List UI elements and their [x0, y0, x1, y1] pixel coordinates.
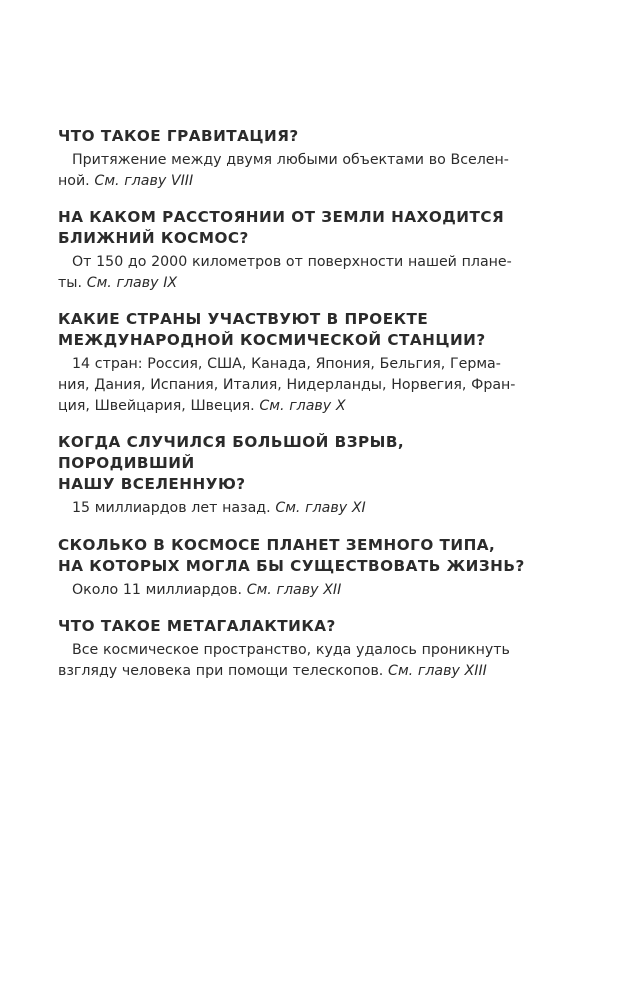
question-heading: СКОЛЬКО В КОСМОСЕ ПЛАНЕТ ЗЕМНОГО ТИПА, НА КОТОРЫХ МОГЛА БЫ СУЩЕСТВОВАТЬ ЖИЗНЬ?: [58, 535, 525, 575]
chapter-reference: См. главу XIII: [388, 662, 487, 679]
answer-text: [58, 498, 534, 519]
answer-body: Около 11 миллиардов.: [72, 581, 242, 598]
answer-body: Все космическое пространство, куда удалось проникнуть взгляду человека при помощи телескопов.: [58, 642, 510, 679]
question-heading: КОГДА СЛУЧИЛСЯ БОЛЬШОЙ ВЗРЫВ, ПОРОДИВШИЙ НАШУ ВСЕЛЕННУЮ?: [58, 433, 405, 494]
question-heading: КАКИЕ СТРАНЫ УЧАСТВУЮТ В ПРОЕКТЕ МЕЖДУНАРОДНОЙ КОСМИЧЕСКОЙ СТАНЦИИ?: [58, 310, 486, 350]
chapter-reference: См. главу X: [259, 397, 346, 414]
question-heading: НА КАКОМ РАССТОЯНИИ ОТ ЗЕМЛИ НАХОДИТСЯ БЛИЖНИЙ КОСМОС?: [58, 208, 505, 248]
answer-body: Притяжение между двумя любыми объектами во Вселен- ной.: [58, 152, 509, 189]
qa-item-big-bang: [58, 432, 534, 519]
question-heading: ЧТО ТАКОЕ МЕТАГАЛАКТИКА?: [58, 617, 336, 636]
qa-item-metagalaxy: [58, 616, 534, 681]
answer-text: [58, 252, 534, 293]
qa-item-earthlike-planets: [58, 535, 534, 601]
chapter-reference: См. главу VIII: [94, 172, 194, 189]
chapter-reference: См. главу XI: [275, 500, 366, 517]
answer-body: 14 стран: Россия, США, Канада, Япония, Бельгия, Герма- ния, Дания, Испания, Италия, Нидерланды, Норвегия, Фран- ция, Швейцария, Швеция.: [58, 356, 516, 414]
answer-text: [58, 150, 534, 191]
answer-body: От 150 до 2000 километров от поверхности нашей плане- ты.: [58, 254, 512, 291]
qa-item-gravity: [58, 126, 534, 191]
chapter-reference: См. главу IX: [86, 274, 178, 291]
question-heading: ЧТО ТАКОЕ ГРАВИТАЦИЯ?: [58, 127, 299, 145]
qa-item-near-space: [58, 207, 534, 293]
answer-text: [58, 354, 534, 416]
answer-body: 15 миллиардов лет назад.: [72, 500, 271, 517]
answer-text: [58, 640, 534, 681]
chapter-reference: См. главу XII: [246, 581, 342, 598]
answer-text: [58, 580, 534, 601]
qa-list: [58, 126, 534, 698]
qa-item-iss-countries: [58, 309, 534, 416]
